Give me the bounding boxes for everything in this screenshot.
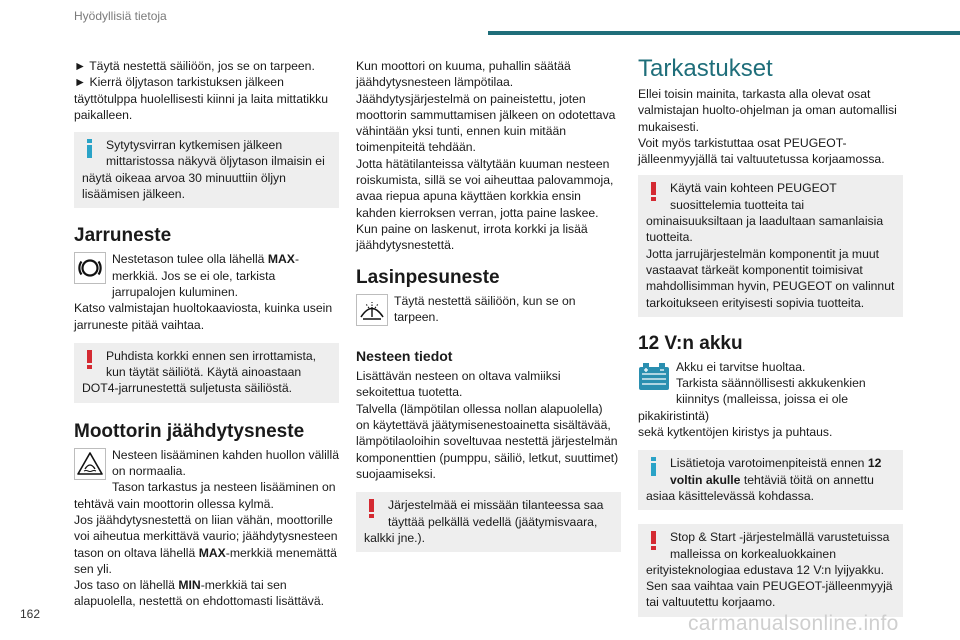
info-icon bbox=[87, 139, 92, 158]
warning-icon bbox=[87, 350, 92, 369]
coolant-heading: Moottorin jäähdytysneste bbox=[74, 420, 305, 442]
column-3 bbox=[638, 55, 903, 617]
washer-water-warning-note: Järjestelmää ei missään tilanteessa saa täyttää pelkällä vedellä (jäätymisvaara, kalkki jne.). bbox=[356, 492, 621, 552]
warning-icon bbox=[651, 182, 656, 201]
oil-level-info-note: Sytytysvirran kytkemisen jälkeen mittaristossa näkyvä öljytason ilmaisin ei näytä oikeaa arvoa 30 minuuttiin öljyn lisäämisen jälkeen. bbox=[74, 132, 339, 208]
column-1 bbox=[74, 58, 339, 610]
washer-fluid-paragraph: Täytä nestettä säiliöön, kun se on tarpeen. bbox=[356, 293, 621, 326]
column-2 bbox=[356, 58, 621, 552]
header-accent-bar bbox=[488, 31, 960, 35]
fill-instruction: ► Täytä nestettä säiliöön, jos se on tarpeen. ► Kierrä öljytason tarkistuksen jälkeen täyttötulppa huolellisesti kiinni ja laita mittatikku paikalleen. bbox=[74, 59, 329, 122]
coolant-continued-paragraph: Kun moottori on kuuma, puhallin säätää jäähdytysnesteen lämpötilaa. Jäähdytysjärjestelmä on paineistettu, joten moottorin sammuttamisen jälkeen on odotettava vähintään yksi tunti, ennen kuin mitään toimenpiteitä tehdään. Jotta hätätilanteissa vältytään kuuman nesteen roiskumista, sillä se voi aiheuttaa palovammoja, avaa riepua apuna käyttäen korkkia ensin kahden kierroksen verran, jotta paine laskee. Kun paine on laskenut, irrota korkki ja lisää jäähdytysnestettä. bbox=[356, 59, 616, 253]
genuine-products-warning-note: Käytä vain kohteen PEUGEOT suosittelemia tuotteita tai ominaisuuksiltaan ja laadultaan samanlaisia tuotteita. Jotta jarrujärjestelmän komponentit ja muut vastaavat tärkeät komponentit toimisivat mahdollisimman hyvin, PEUGEOT on valinnut tarkoitukseen erityisesti sopivia tuotteita. bbox=[638, 175, 903, 316]
warning-icon bbox=[651, 531, 656, 550]
stop-start-battery-warning-note: Stop & Start -järjestelmällä varustetuissa malleissa on korkealuokkainen erityisteknologiaa edustava 12 V:n lyijyakku. Sen saa vaihtaa vain PEUGEOT-jälleenmyyjä tai valtuutettu korjaamo. bbox=[638, 524, 903, 616]
battery-info-note: Lisätietoja varotoimenpiteistä ennen 12 voltin akulle tehtäviä töitä on annettu asiaa käsittelevässä kohdassa. bbox=[638, 450, 903, 510]
battery-icon bbox=[638, 360, 670, 392]
brake-fluid-heading: Jarruneste bbox=[74, 225, 172, 247]
windscreen-washer-icon bbox=[356, 294, 388, 326]
brake-fluid-icon bbox=[74, 252, 106, 284]
washer-fluid-heading: Lasinpesuneste bbox=[356, 266, 500, 288]
page-number: 162 bbox=[20, 607, 41, 621]
warning-icon bbox=[369, 499, 374, 518]
fluid-specification-heading: Nesteen tiedot bbox=[356, 348, 453, 365]
running-header: Hyödyllisiä tietoja bbox=[74, 9, 167, 23]
battery-paragraph: Akku ei tarvitse huoltaa. Tarkista säännöllisesti akkukenkien kiinnitys (malleissa, joissa ei ole pikakiristintä) sekä kytkentöjen kiristys ja puhtaus. bbox=[638, 359, 866, 440]
battery-heading: 12 V:n akku bbox=[638, 332, 743, 354]
coolant-warning-icon bbox=[74, 448, 106, 480]
brake-fluid-paragraph: Nestetason tulee olla lähellä MAX- merkkiä. Jos se ei ole, tarkista jarrupalojen kuluminen. Katso valmistajan huoltokaaviosta, kuinka usein jarruneste pitää vaihtaa. bbox=[74, 252, 333, 332]
coolant-paragraph: Nesteen lisääminen kahden huollon välillä on normaalia. Tason tarkastus ja nesteen lisääminen on tehtävä vain moottorin ollessa kylmä. Jos jäähdytysnestettä on liian vähän, moottorille voi aiheutua merkittävä vaurio; jäähdytysnesteen tason on oltava lähellä MAX-merkkiä menemättä sen yli. Jos taso on lähellä MIN-merkkiä tai sen alapuolella, nestettä on ehdottomasti lisättävä. bbox=[74, 447, 339, 609]
brake-fluid-warning-note: Puhdista korkki ennen sen irrottamista, kun täytät säiliötä. Käytä ainoastaan DOT4-jarrunestettä suljetusta säiliöstä. bbox=[74, 343, 339, 403]
fluid-specification-paragraph: Lisättävän nesteen on oltava valmiiksi sekoitettua tuotetta. Talvella (lämpötilan ollessa nollan alapuolella) on käytettävä jäätymisenestoainetta sisältävää, lämpötilaoloihin soveltuvaa nestettä järjestelmän komponenttien (pumppu, säiliö, letkut, suuttimet) suojaamiseksi. bbox=[356, 369, 619, 481]
checks-heading: Tarkastukset bbox=[638, 55, 773, 82]
checks-intro-paragraph: Ellei toisin mainita, tarkasta alla olevat osat valmistajan huolto-ohjelman ja oman automallisi mukaisesti. Voit myös tarkistuttaa osat PEUGEOT- jälleenmyyjällä tai valtuutetussa korjaamossa. bbox=[638, 87, 897, 167]
info-icon bbox=[651, 457, 656, 476]
watermark: carmanualsonline.info bbox=[688, 612, 899, 635]
